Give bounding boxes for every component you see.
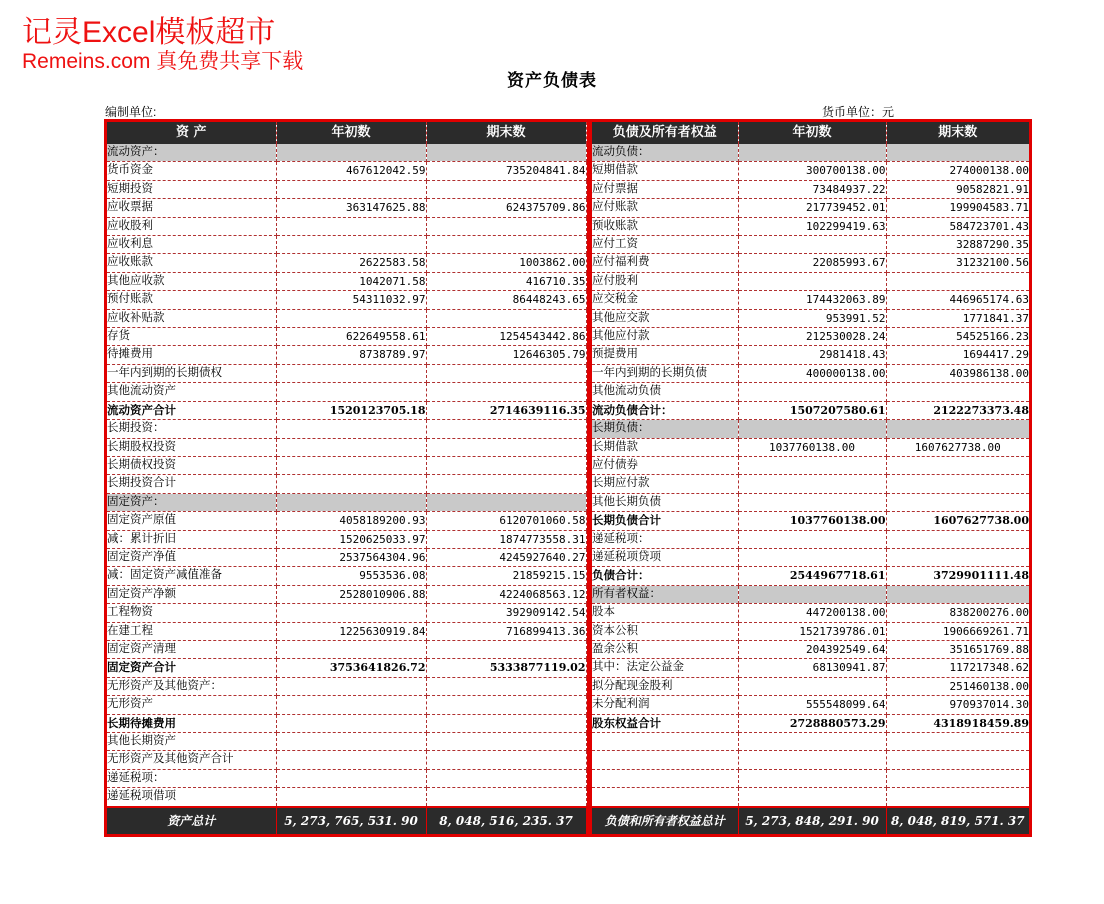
row-value-liab-end: 32887290.35 <box>886 236 1029 254</box>
row-value-assets-end <box>426 144 586 162</box>
row-value-assets-end <box>426 475 586 493</box>
row-label-liabilities: 应付股利 <box>592 272 738 290</box>
row-label-assets: 应收票据 <box>107 199 276 217</box>
row-label-liabilities: 盈余公积 <box>592 640 738 658</box>
row-label-assets: 应收补贴款 <box>107 309 276 327</box>
table-row[interactable] <box>107 585 1029 603</box>
row-value-assets-end: 4245927640.27 <box>426 548 586 566</box>
row-value-assets-end: 12646305.79 <box>426 346 586 364</box>
site-watermark <box>22 18 303 72</box>
row-value-liab-end: 403986138.00 <box>886 364 1029 382</box>
row-value-liab-end <box>886 383 1029 401</box>
row-value-liab-end <box>886 272 1029 290</box>
row-label-liabilities: 应交税金 <box>592 291 738 309</box>
row-value-liab-begin: 73484937.22 <box>738 180 886 198</box>
row-value-liab-end: 351651769.88 <box>886 640 1029 658</box>
row-value-assets-begin: 363147625.88 <box>276 199 426 217</box>
row-label-liabilities: 其中：法定公益金 <box>592 659 738 677</box>
row-label-assets: 无形资产 <box>107 696 276 714</box>
row-label-assets: 工程物资 <box>107 604 276 622</box>
row-value-assets-begin <box>276 714 426 732</box>
row-value-liab-end: 446965174.63 <box>886 291 1029 309</box>
row-label-assets: 减：固定资产减值准备 <box>107 567 276 585</box>
row-value-assets-begin <box>276 383 426 401</box>
row-value-liab-begin <box>738 475 886 493</box>
row-value-liab-end <box>886 751 1029 769</box>
row-value-assets-begin: 9553536.08 <box>276 567 426 585</box>
table-row[interactable] <box>107 328 1029 346</box>
row-label-assets: 长期股权投资 <box>107 438 276 456</box>
row-value-assets-end <box>426 309 586 327</box>
row-value-liab-begin <box>738 751 886 769</box>
row-label-assets: 货币资金 <box>107 162 276 180</box>
row-label-liabilities: 资本公积 <box>592 622 738 640</box>
row-value-assets-end <box>426 180 586 198</box>
row-value-assets-begin: 2537564304.96 <box>276 548 426 566</box>
row-value-liab-end: 274000138.00 <box>886 162 1029 180</box>
row-label-assets: 递延税项： <box>107 769 276 787</box>
row-label-liabilities: 一年内到期的长期负债 <box>592 364 738 382</box>
row-value-liab-begin: 447200138.00 <box>738 604 886 622</box>
currency-unit-label: 货币单位：元 <box>822 105 895 119</box>
grand-total-liab-end: 8, 048, 819, 571. 37 <box>886 807 1029 834</box>
prepared-by-label: 编制单位: <box>105 105 157 119</box>
row-label-liabilities <box>592 733 738 751</box>
row-value-assets-end <box>426 714 586 732</box>
row-label-liabilities: 其他应交款 <box>592 309 738 327</box>
row-label-liabilities: 其他应付款 <box>592 328 738 346</box>
row-label-liabilities: 应付工资 <box>592 236 738 254</box>
row-label-liabilities: 应付福利费 <box>592 254 738 272</box>
row-value-assets-end <box>426 236 586 254</box>
row-value-assets-begin <box>276 733 426 751</box>
row-value-liab-end: 3729901111.48 <box>886 567 1029 585</box>
row-value-assets-end: 5333877119.02 <box>426 659 586 677</box>
row-label-liabilities: 流动负债： <box>592 144 738 162</box>
row-value-assets-end <box>426 383 586 401</box>
row-value-assets-begin <box>276 420 426 438</box>
row-value-assets-begin <box>276 236 426 254</box>
table-row[interactable] <box>107 714 1029 732</box>
row-value-assets-end: 21859215.15 <box>426 567 586 585</box>
row-label-assets: 短期投资 <box>107 180 276 198</box>
row-value-assets-begin: 467612042.59 <box>276 162 426 180</box>
row-value-liab-begin: 1037760138.00 <box>738 512 886 530</box>
row-label-assets: 固定资产净值 <box>107 548 276 566</box>
row-value-assets-begin: 54311032.97 <box>276 291 426 309</box>
col-header-assets: 资 产 <box>107 122 276 144</box>
row-value-assets-end: 392909142.54 <box>426 604 586 622</box>
table-header-row <box>107 122 1029 144</box>
table-row[interactable] <box>107 291 1029 309</box>
row-label-assets: 无形资产及其他资产合计 <box>107 751 276 769</box>
row-value-liab-end: 54525166.23 <box>886 328 1029 346</box>
row-value-liab-begin <box>738 769 886 787</box>
row-value-assets-end: 624375709.86 <box>426 199 586 217</box>
table-row[interactable] <box>107 548 1029 566</box>
row-value-assets-begin <box>276 309 426 327</box>
row-value-assets-end <box>426 640 586 658</box>
grand-total-assets-end: 8, 048, 516, 235. 37 <box>426 807 586 834</box>
row-value-assets-begin <box>276 475 426 493</box>
row-label-liabilities: 所有者权益： <box>592 585 738 603</box>
row-label-assets: 其他流动资产 <box>107 383 276 401</box>
row-value-liab-end: 838200276.00 <box>886 604 1029 622</box>
row-label-liabilities: 长期借款 <box>592 438 738 456</box>
table-row[interactable] <box>107 456 1029 474</box>
row-value-liab-end: 1771841.37 <box>886 309 1029 327</box>
row-value-liab-begin <box>738 585 886 603</box>
table-row[interactable] <box>107 346 1029 364</box>
row-value-liab-begin <box>738 272 886 290</box>
table-row[interactable] <box>107 493 1029 511</box>
row-label-liabilities: 递延税项： <box>592 530 738 548</box>
row-label-liabilities: 股东权益合计 <box>592 714 738 732</box>
table-row[interactable] <box>107 769 1029 787</box>
row-label-assets: 存货 <box>107 328 276 346</box>
row-label-assets: 固定资产合计 <box>107 659 276 677</box>
row-label-assets: 递延税项借项 <box>107 788 276 807</box>
row-label-liabilities <box>592 769 738 787</box>
row-value-liab-end: 1906669261.71 <box>886 622 1029 640</box>
row-value-liab-end <box>886 788 1029 807</box>
table-row[interactable] <box>107 677 1029 695</box>
row-value-assets-begin <box>276 640 426 658</box>
row-value-liab-begin <box>738 530 886 548</box>
row-value-assets-end <box>426 456 586 474</box>
row-value-assets-begin <box>276 769 426 787</box>
row-value-assets-end: 416710.35 <box>426 272 586 290</box>
row-label-liabilities: 长期应付款 <box>592 475 738 493</box>
col-header-liab-end: 期末数 <box>886 122 1029 144</box>
row-label-assets: 流动资产： <box>107 144 276 162</box>
row-value-assets-end: 1254543442.86 <box>426 328 586 346</box>
row-label-liabilities: 其他长期负债 <box>592 493 738 511</box>
balance-sheet-table <box>107 122 1029 834</box>
row-value-liab-end <box>886 456 1029 474</box>
row-label-assets: 固定资产净额 <box>107 585 276 603</box>
row-value-liab-begin: 217739452.01 <box>738 199 886 217</box>
row-value-liab-begin: 400000138.00 <box>738 364 886 382</box>
row-value-liab-end <box>886 585 1029 603</box>
table-row[interactable] <box>107 788 1029 807</box>
table-row[interactable] <box>107 622 1029 640</box>
page-title: 资产负债表 <box>507 71 597 91</box>
row-label-liabilities <box>592 751 738 769</box>
row-value-liab-end <box>886 475 1029 493</box>
table-row[interactable] <box>107 438 1029 456</box>
table-row[interactable] <box>107 420 1029 438</box>
row-label-assets: 减：累计折旧 <box>107 530 276 548</box>
row-label-assets: 其他应收款 <box>107 272 276 290</box>
row-value-assets-end <box>426 677 586 695</box>
row-label-liabilities: 应付债券 <box>592 456 738 474</box>
row-value-assets-end: 716899413.36 <box>426 622 586 640</box>
row-value-assets-end: 735204841.84 <box>426 162 586 180</box>
row-value-assets-begin: 2528010906.88 <box>276 585 426 603</box>
row-value-assets-begin: 1520123705.18 <box>276 401 426 419</box>
table-row[interactable] <box>107 512 1029 530</box>
row-label-liabilities: 流动负债合计： <box>592 401 738 419</box>
row-value-liab-begin: 22085993.67 <box>738 254 886 272</box>
table-row[interactable] <box>107 604 1029 622</box>
row-value-assets-end <box>426 438 586 456</box>
table-row[interactable] <box>107 530 1029 548</box>
row-label-liabilities: 长期负债： <box>592 420 738 438</box>
row-value-assets-begin <box>276 456 426 474</box>
row-value-liab-end: 1694417.29 <box>886 346 1029 364</box>
row-value-assets-end <box>426 493 586 511</box>
row-label-assets: 待摊费用 <box>107 346 276 364</box>
col-header-liabilities: 负债及所有者权益 <box>592 122 738 144</box>
table-row[interactable] <box>107 696 1029 714</box>
row-value-assets-end: 1003862.00 <box>426 254 586 272</box>
table-row[interactable] <box>107 640 1029 658</box>
col-header-assets-end: 期末数 <box>426 122 586 144</box>
table-row[interactable] <box>107 236 1029 254</box>
row-value-liab-end <box>886 769 1029 787</box>
row-value-assets-begin <box>276 677 426 695</box>
row-value-assets-begin: 4058189200.93 <box>276 512 426 530</box>
row-value-assets-end <box>426 733 586 751</box>
row-label-liabilities: 预提费用 <box>592 346 738 364</box>
row-value-liab-begin <box>738 733 886 751</box>
table-row[interactable] <box>107 567 1029 585</box>
table-row[interactable] <box>107 144 1029 162</box>
row-value-assets-begin: 1042071.58 <box>276 272 426 290</box>
row-value-liab-begin: 68130941.87 <box>738 659 886 677</box>
row-value-liab-end: 199904583.71 <box>886 199 1029 217</box>
row-value-liab-begin <box>738 144 886 162</box>
row-value-liab-end <box>886 420 1029 438</box>
row-value-liab-begin: 212530028.24 <box>738 328 886 346</box>
row-label-liabilities: 应付票据 <box>592 180 738 198</box>
row-value-liab-end: 2122273373.48 <box>886 401 1029 419</box>
table-row[interactable] <box>107 180 1029 198</box>
table-row[interactable] <box>107 217 1029 235</box>
row-value-assets-end: 86448243.65 <box>426 291 586 309</box>
row-value-liab-begin: 204392549.64 <box>738 640 886 658</box>
row-label-liabilities: 拟分配现金股利 <box>592 677 738 695</box>
row-value-liab-begin <box>738 420 886 438</box>
row-label-assets: 固定资产： <box>107 493 276 511</box>
table-row[interactable] <box>107 659 1029 677</box>
row-value-liab-end: 4318918459.89 <box>886 714 1029 732</box>
row-label-liabilities: 长期负债合计 <box>592 512 738 530</box>
row-value-assets-begin <box>276 696 426 714</box>
row-value-liab-end <box>886 530 1029 548</box>
row-value-liab-begin <box>738 677 886 695</box>
row-value-assets-end <box>426 751 586 769</box>
row-label-assets: 应收账款 <box>107 254 276 272</box>
row-label-liabilities: 应付账款 <box>592 199 738 217</box>
row-value-liab-begin: 300700138.00 <box>738 162 886 180</box>
row-value-assets-begin: 3753641826.72 <box>276 659 426 677</box>
row-value-liab-begin: 1507207580.61 <box>738 401 886 419</box>
table-body <box>107 122 1029 834</box>
row-value-liab-begin <box>738 456 886 474</box>
row-value-liab-end: 584723701.43 <box>886 217 1029 235</box>
table-row[interactable] <box>107 401 1029 419</box>
row-label-assets: 流动资产合计 <box>107 401 276 419</box>
row-value-liab-end <box>886 144 1029 162</box>
row-value-liab-end: 970937014.30 <box>886 696 1029 714</box>
row-value-assets-end <box>426 217 586 235</box>
row-value-liab-begin: 102299419.63 <box>738 217 886 235</box>
row-value-liab-begin: 174432063.89 <box>738 291 886 309</box>
row-label-assets: 长期债权投资 <box>107 456 276 474</box>
row-label-assets: 长期投资： <box>107 420 276 438</box>
row-value-assets-begin <box>276 751 426 769</box>
row-label-assets: 预付账款 <box>107 291 276 309</box>
row-value-liab-begin <box>738 493 886 511</box>
row-label-assets: 在建工程 <box>107 622 276 640</box>
brand-title-cn: 记灵Excel模板超市 <box>22 16 276 49</box>
table-row[interactable] <box>107 199 1029 217</box>
row-value-liab-begin <box>738 383 886 401</box>
row-label-assets: 长期待摊费用 <box>107 714 276 732</box>
table-row[interactable] <box>107 162 1029 180</box>
grand-total-liab-begin: 5, 273, 848, 291. 90 <box>738 807 886 834</box>
row-value-liab-begin: 1521739786.01 <box>738 622 886 640</box>
row-value-liab-begin: 2728880573.29 <box>738 714 886 732</box>
row-label-liabilities: 预收账款 <box>592 217 738 235</box>
row-label-assets: 一年内到期的长期债权 <box>107 364 276 382</box>
row-value-liab-begin <box>738 236 886 254</box>
row-value-liab-end: 31232100.56 <box>886 254 1029 272</box>
row-value-assets-end <box>426 696 586 714</box>
row-value-assets-end <box>426 769 586 787</box>
row-value-assets-begin <box>276 217 426 235</box>
grand-total-assets-label: 资产总计 <box>107 807 276 834</box>
row-value-assets-begin: 622649558.61 <box>276 328 426 346</box>
row-label-liabilities: 短期借款 <box>592 162 738 180</box>
row-value-assets-begin: 8738789.97 <box>276 346 426 364</box>
row-value-assets-end <box>426 420 586 438</box>
row-label-assets: 应收股利 <box>107 217 276 235</box>
grand-total-assets-begin: 5, 273, 765, 531. 90 <box>276 807 426 834</box>
table-row[interactable] <box>107 383 1029 401</box>
row-label-assets: 固定资产原值 <box>107 512 276 530</box>
row-label-liabilities: 股本 <box>592 604 738 622</box>
balance-sheet-table-frame <box>104 119 1032 837</box>
row-value-assets-end: 1874773558.31 <box>426 530 586 548</box>
row-value-assets-end: 6120701060.58 <box>426 512 586 530</box>
row-value-assets-begin <box>276 180 426 198</box>
table-row[interactable] <box>107 475 1029 493</box>
brand-subtitle: Remeins.com 真免费共享下载 <box>22 50 304 73</box>
row-value-liab-end: 117217348.62 <box>886 659 1029 677</box>
row-value-liab-end: 251460138.00 <box>886 677 1029 695</box>
row-value-liab-end: 1607627738.00 <box>886 438 1029 456</box>
row-label-assets: 无形资产及其他资产： <box>107 677 276 695</box>
row-value-assets-begin <box>276 438 426 456</box>
row-value-liab-end: 90582821.91 <box>886 180 1029 198</box>
row-value-liab-begin: 2981418.43 <box>738 346 886 364</box>
row-value-assets-end: 4224068563.12 <box>426 585 586 603</box>
row-value-liab-end: 1607627738.00 <box>886 512 1029 530</box>
row-value-liab-begin <box>738 788 886 807</box>
row-label-liabilities: 负债合计： <box>592 567 738 585</box>
row-label-liabilities: 未分配利润 <box>592 696 738 714</box>
row-value-liab-begin <box>738 548 886 566</box>
row-value-assets-begin: 1225630919.84 <box>276 622 426 640</box>
row-value-assets-begin <box>276 364 426 382</box>
row-label-assets: 其他长期资产 <box>107 733 276 751</box>
table-row[interactable] <box>107 364 1029 382</box>
row-label-assets: 应收利息 <box>107 236 276 254</box>
row-value-liab-begin: 1037760138.00 <box>738 438 886 456</box>
row-value-assets-end <box>426 364 586 382</box>
row-value-assets-begin <box>276 493 426 511</box>
row-label-assets: 固定资产清理 <box>107 640 276 658</box>
col-header-liab-begin: 年初数 <box>738 122 886 144</box>
row-value-liab-end <box>886 733 1029 751</box>
row-value-assets-begin: 2622583.58 <box>276 254 426 272</box>
row-value-assets-begin <box>276 144 426 162</box>
row-label-liabilities: 递延税项贷项 <box>592 548 738 566</box>
table-row[interactable] <box>107 272 1029 290</box>
row-value-liab-begin: 555548099.64 <box>738 696 886 714</box>
row-label-assets: 长期投资合计 <box>107 475 276 493</box>
col-header-assets-begin: 年初数 <box>276 122 426 144</box>
row-value-assets-begin: 1520625033.97 <box>276 530 426 548</box>
row-label-liabilities <box>592 788 738 807</box>
row-value-assets-end <box>426 788 586 807</box>
row-label-liabilities: 其他流动负债 <box>592 383 738 401</box>
row-value-liab-end <box>886 548 1029 566</box>
grand-total-liab-label: 负债和所有者权益总计 <box>592 807 738 834</box>
row-value-assets-begin <box>276 788 426 807</box>
table-row[interactable] <box>107 309 1029 327</box>
grand-total-row <box>107 807 1029 834</box>
row-value-assets-end: 2714639116.35 <box>426 401 586 419</box>
row-value-liab-end <box>886 493 1029 511</box>
row-value-assets-begin <box>276 604 426 622</box>
table-row[interactable] <box>107 751 1029 769</box>
table-row[interactable] <box>107 733 1029 751</box>
table-row[interactable] <box>107 254 1029 272</box>
row-value-liab-begin: 2544967718.61 <box>738 567 886 585</box>
row-value-liab-begin: 953991.52 <box>738 309 886 327</box>
